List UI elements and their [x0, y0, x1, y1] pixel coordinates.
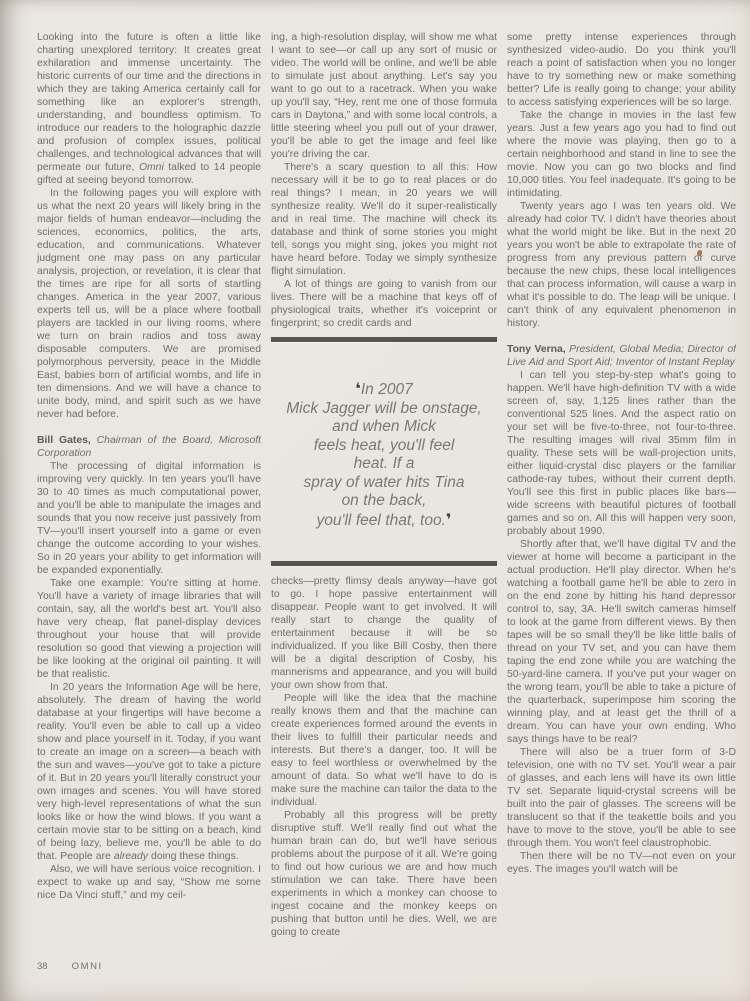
paragraph [37, 187, 261, 421]
text-run: The processing of digital information is improving very quickly. In ten years you'll have 30 to 40 times as much computational power, and you'll be able to manipulate the images and sounds that you now receive just passively from TV—you'll insert yourself into a game or even change the outcome according to your wishes. So in 20 years your ability to get information will be expanded exponentially. [37, 461, 261, 576]
pull-quote-line: ❛In 2007 [355, 379, 413, 398]
text-run: some pretty intense experiences through synthesized video-audio. Do you think you'll reach a point of satisfaction when you no longer have to try something new or make something better? Life is really going to change; your ability to access satisfying experiences will be so large. [507, 32, 736, 108]
pull-quote-line: feels heat, you'll feel [313, 436, 455, 454]
paragraph [271, 161, 497, 278]
magazine-name: OMNI [71, 961, 103, 972]
text-run: Take the change in movies in the last few years. Just a few years ago you had to find out where the movie was playing, then go to a certain neighborhood and stand in line to see the movie. Now you can go two blocks and find 10,000 titles. You feel inadequate. It's going to be intimidating. [507, 110, 736, 199]
pull-quote-line: heat. If a [353, 455, 415, 472]
speaker-heading [507, 343, 736, 369]
pull-quote-line: Mick Jagger will be onstage, [286, 399, 482, 417]
text-run: Chairman of the Board, Microsoft Corporation [37, 435, 261, 459]
paragraph [507, 746, 736, 850]
pull-quote-line: spray of water hits Tina [303, 473, 465, 491]
speaker-name: Tony Verna, [507, 344, 570, 355]
pull-quote-line: on the back, [341, 492, 427, 509]
paragraph [271, 692, 497, 809]
paragraph [271, 31, 497, 161]
text-run: There's a scary question to all this: How necessary will it be to go to real places or do real things? I mean, in 20 years we will synthesize reality. We'll do it super-realistically and in real time. The machine will check its database and think of some stories you might tell, songs you might sing, jokes you might not have heard before. Today we simply synthesize flight simulation. [271, 162, 497, 277]
text-run: A lot of things are going to vanish from our lives. There will be a machine that keys off of physiological traits, whether it's voiceprint or fingerprint; so credit cards and [271, 279, 497, 329]
paragraph [37, 31, 261, 187]
paragraph [37, 681, 261, 863]
paragraph [37, 863, 261, 902]
text-run: There will also be a truer form of 3-D television, one with no TV set. You'll wear a pair of glasses, and each lens will have its own little TV set. Separate liquid-crystal screens will be built into the pair of glasses. The screens will be translucent so that if the teakettle boils and you have to move to the stove, you'll be able to see through them. You won't feel claustrophobic. [507, 747, 736, 849]
paragraph [37, 460, 261, 577]
text-run: checks—pretty flimsy deals anyway—have got to go. I hope passive entertainment will disappear. People want to get involved. It will really start to change the quality of entertainment because it will be so individualized. If you like Bill Cosby, then there will be a digital description of Cosby, his mannerisms and appearance, and you will build your own show from that. [271, 576, 497, 691]
column-left [37, 31, 261, 963]
text-run: Take one example: You're sitting at home. You'll have a variety of image libraries that will contain, say, all the world's best art. You'll also have very cheap, flat panel-display devices throughout your house that will provide resolution so good that viewing a projection will be like looking at the original oil painting. It will be that realistic. [37, 578, 261, 680]
paragraph [37, 577, 261, 681]
text-run: talked to 14 people gifted at seeing beyond tomorrow. [37, 162, 261, 186]
column-right [507, 31, 736, 963]
page-number: 38 [37, 961, 48, 972]
speaker-name: Bill Gates, [37, 435, 97, 446]
paragraph [507, 31, 736, 109]
text-run: Omni [138, 162, 164, 173]
text-run: already [113, 851, 148, 862]
paragraph [271, 809, 497, 939]
paragraph [271, 575, 497, 692]
paragraph [507, 369, 736, 538]
text-run: doing these things. [147, 851, 239, 862]
pull-quote-line: and when Mick [332, 418, 436, 435]
text-run: In the following pages you will explore with us what the next 20 years will likely bring in the major fields of human endeavor—including the sciences, economics, politics, the arts, education, and communications. Whatever judgment one may pass on any particular analysis, projection, or revelation, it is clear that the times are ripe for all sorts of startling changes. America in the year 2007, various experts tell us, will be a place where football players are tackled in our living rooms, where we turn on brain radios and toss away disposable computers. We are promised polymorphous perversity, peace in the Middle East, babies born of artificial wombs, and life in ten dimensions. And we will have a chance to unite body, mind, and spirit such as we have never had before. [37, 188, 261, 420]
text-run: ing, a high-resolution display, will show me what I want to see—or call up any sort of music or video. The world will be online, and we'll be able to simulate just about anything. Let's say you want to go out to a racetrack. When you wake up you'll say, “Hey, rent me one of those formula cars in Daytona,” and with some local controls, a little steering wheel you pull out of your drawer, you'll be able to get the image and feel like you're driving the car. [271, 32, 497, 160]
text-run: Shortly after that, we'll have digital TV and the viewer at home will become a participant in the actual production. He'll play director. When he's watching a football game he'll be able to zero in on the end zone by hitting his hand depressor control to, say, 3A. He'll switch cameras himself to look at the game from different views. By then tapes will be so small they'll be like little balls of thread on your TV set, and you can have them taping the end zone while you are watching the 50-yard-line camera. If you've put your wager on the wrong team, you'll be able to take a picture of the quarterback, superimpose him scoring the winning play, and at least get the thrill of a dream. You can have your own ending. Who says things have to be real? [507, 539, 736, 745]
text-run: Looking into the future is often a little like charting unexplored territory: It creates great exhilaration and immense uncertainty. The historic currents of our time and the directions in which they are taking America certainly call for something like an explorer's strength, understanding, and boundless optimism. To introduce our readers to the holographic dazzle and profusion of complex issues, political challenges, and technological advances that will permeate our future, [37, 32, 261, 173]
text-run: I can tell you step-by-step what's going to happen. We'll have high-definition TV with a wide screen of, say, 1,125 lines rather than the conventional 525 lines. And the aspect ratio on your set will be five-to-three, not four-to-three. The resulting images will rival 35mm film in quality. These sets will be wall-projection units, either liquid-crystal disc players or the familiar cathode-ray tubes, without their current depth. You'll see this first in public places like bars—wide screens with beautiful pictures of football games and so on. All this will happen very soon, probably about 1990. [507, 370, 736, 537]
column-middle [271, 31, 497, 963]
page-footer [37, 961, 103, 972]
paragraph [507, 200, 736, 330]
text-run: President, Global Media; Director of Live Aid and Sport Aid; Inventor of Instant Replay [507, 344, 736, 368]
paragraph [507, 109, 736, 200]
close-quote-mark: ❜ [445, 509, 452, 529]
text-run: Also, we will have serious voice recognition. I expect to wake up and say, “Show me some nice Da Vinci stuff,” and my ceil- [37, 864, 261, 901]
speaker-heading [37, 434, 261, 460]
text-run: Then there will be no TV—not even on your eyes. The images you'll watch will be [507, 851, 736, 875]
paragraph [507, 850, 736, 876]
text-run: People will like the idea that the machine really knows them and that the machine can create experiences formed around the events in their lives to fulfill their particular needs and interests. But there's a danger, too. It will be easy to feel worthless or overwhelmed by the amount of data. So what we'll have to do is make sure the machine can tailor the data to the individual. [271, 693, 497, 808]
pull-quote [271, 342, 497, 554]
pull-quote-line: you'll feel that, too.❜ [316, 509, 452, 529]
divider-rule [271, 561, 497, 566]
paragraph [271, 278, 497, 330]
text-run: In 20 years the Information Age will be here, absolutely. The dream of having the world database at your fingertips will have become a reality. You'll even be able to call up a video show and place yourself in it. Today, if you want to create an image on a screen—a beach with the sun and waves—you've got to take a picture of it. But in 20 years you'll literally construct your own images and scenes. You will have stored very high-level representations of what the sun looks like or how the wind blows. If you want a certain movie star to be sitting on a beach, kind of being lazy, believe me, you'll be able to do that. People are [37, 682, 261, 862]
text-run: Twenty years ago I was ten years old. We already had color TV. I didn't have theories about what the world might be like. But in the next 20 years you won't be able to extrapolate the rate of progress from any previous pattern or curve because the new chips, these local intelligences that can process information, will cause a warp in what it's possible to do. The leap will be unique. I can't think of any equivalent phenomenon in history. [507, 201, 736, 329]
text-run: Probably all this progress will be pretty disruptive stuff. We'll really find out what the human brain can do, but we'll have serious problems about the purpose of it all. We're going to find out how curious we are and how much stimulation we can take. There have been experiments in which a monkey can choose to ingest cocaine and the monkey keeps on pushing that button until he dies. Well, we are going to create [271, 810, 497, 938]
paragraph [507, 538, 736, 746]
open-quote-mark: ❛ [355, 379, 361, 398]
